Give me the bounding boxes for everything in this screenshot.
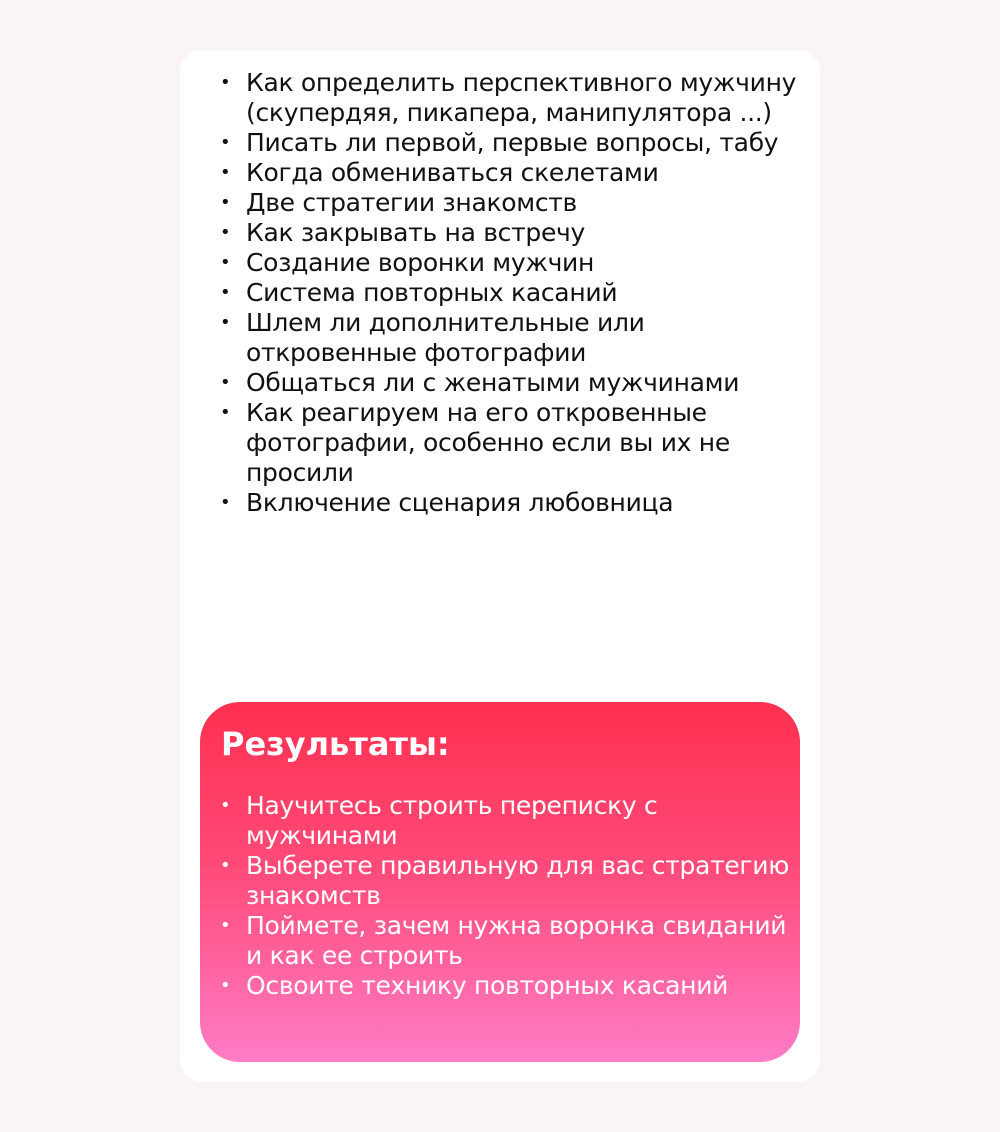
topic-item: • Когда обмениваться скелетами — [220, 158, 800, 188]
topic-item: • Система повторных касаний — [220, 278, 800, 308]
result-item: • Научитесь строить переписку с мужчинами — [220, 791, 790, 851]
topic-item: • Как определить перспективного мужчину (скупердяя, пикапера, манипулятора ...) — [220, 68, 800, 128]
result-item: • Выберете правильную для вас стратегию знакомств — [220, 851, 790, 911]
content-card — [180, 50, 820, 1082]
topic-item: • Писать ли первой, первые вопросы, табу — [220, 128, 800, 158]
topic-item: • Включение сценария любовница — [220, 488, 800, 518]
result-item: • Поймете, зачем нужна воронка свиданий и как ее строить — [220, 911, 790, 971]
topics-list — [220, 68, 800, 518]
result-item: • Освоите технику повторных касаний — [220, 971, 790, 1001]
results-title: Результаты: — [221, 725, 450, 763]
topic-item: • Как закрывать на встречу — [220, 218, 800, 248]
topic-item: • Как реагируем на его откровенные фотографии, особенно если вы их не просили — [220, 398, 800, 488]
topic-item: • Общаться ли с женатыми мужчинами — [220, 368, 800, 398]
topic-item: • Шлем ли дополнительные или откровенные фотографии — [220, 308, 800, 368]
results-panel — [200, 702, 800, 1062]
results-list — [220, 791, 790, 1001]
topic-item: • Две стратегии знакомств — [220, 188, 800, 218]
topic-item: • Создание воронки мужчин — [220, 248, 800, 278]
